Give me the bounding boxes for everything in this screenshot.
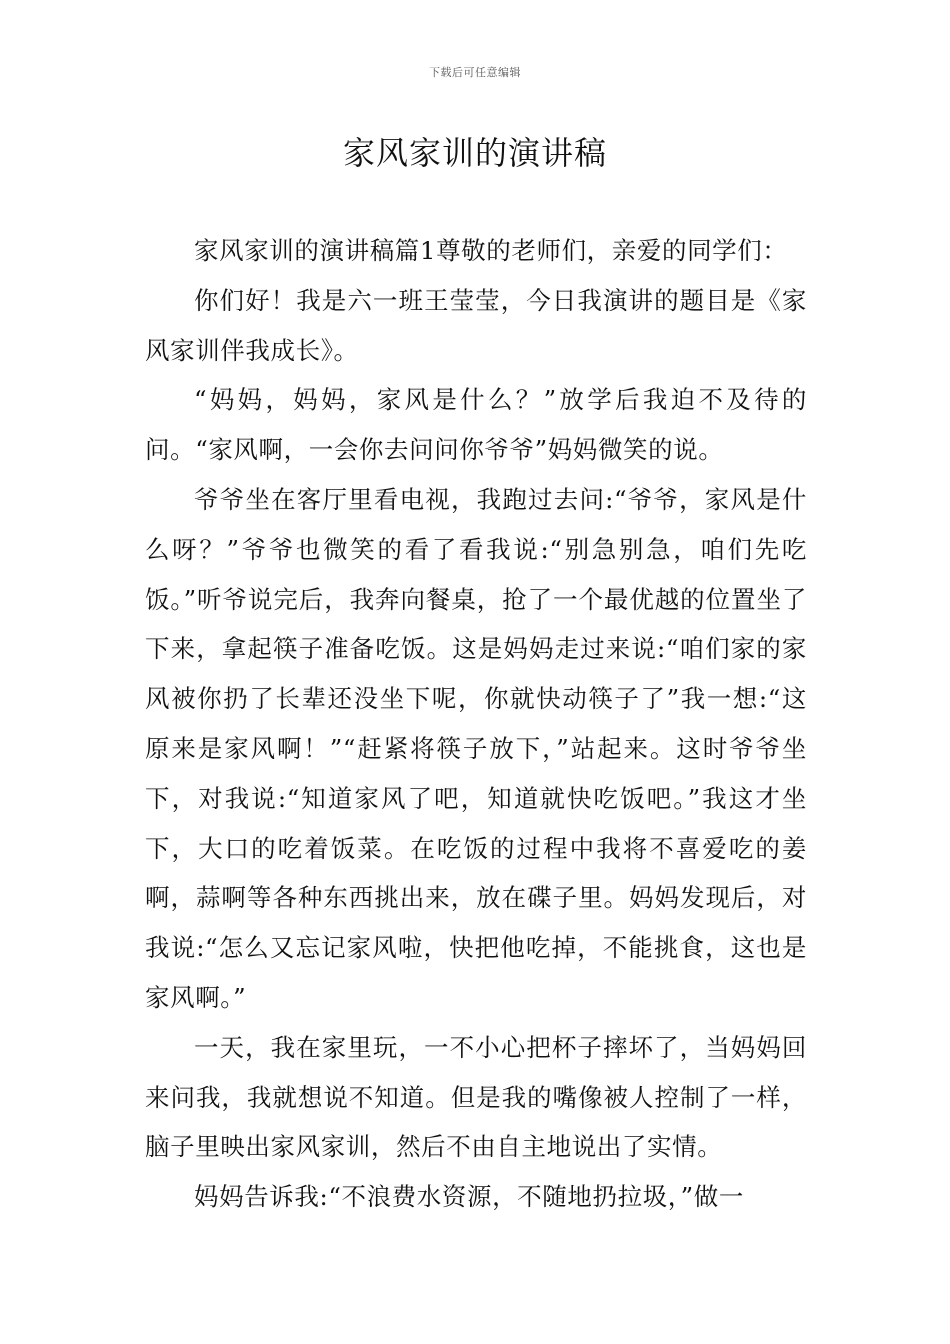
paragraph-mother-advice: 妈妈告诉我:“不浪费水资源，不随地扔拉圾，”做一 xyxy=(194,1182,744,1212)
document-title: 家风家训的演讲稿 xyxy=(342,134,607,172)
paragraph-introduction: 你们好！我是六一班王莹莹，今日我演讲的题目是《家风家训伴我成长》。 xyxy=(145,285,807,365)
document-body xyxy=(145,226,807,1222)
header-note: 下载后可任意编辑 xyxy=(429,66,521,79)
paragraph-dinner-story: 爷爷坐在客厅里看电视，我跑过去问:“爷爷，家风是什么呀？”爷爷也微笑的看了看我说:“别急别急，咱们先吃饭。”听爷说完后，我奔向餐桌，抢了一个最优越的位置坐了下来，拿起筷子准备吃饭。这是妈妈走过来说:“咱们家的家风被你扔了长辈还没坐下呢，你就快动筷子了”我一想:“这原来是家风啊！”“赶紧将筷子放下，”站起来。这时爷爷坐下，对我说:“知道家风了吧，知道就快吃饭吧。”我这才坐下，大口的吃着饭菜。在吃饭的过程中我将不喜爱吃的姜啊，蒜啊等各种东西挑出来，放在碟子里。妈妈发现后，对我说:“怎么又忘记家风啦，快把他吃掉，不能挑食，这也是家风啊。” xyxy=(145,484,807,1012)
paragraph-question: “妈妈，妈妈，家风是什么？”放学后我迫不及待的问。“家风啊，一会你去问问你爷爷”妈妈微笑的说。 xyxy=(145,385,807,465)
paragraph-greeting: 家风家训的演讲稿篇1尊敬的老师们，亲爱的同学们： xyxy=(194,236,788,265)
paragraph-broken-cup: 一天，我在家里玩，一不小心把杯子摔坏了，当妈妈回来问我，我就想说不知道。但是我的嘴像被人控制了一样，脑子里映出家风家训，然后不由自主地说出了实情。 xyxy=(145,1032,807,1162)
